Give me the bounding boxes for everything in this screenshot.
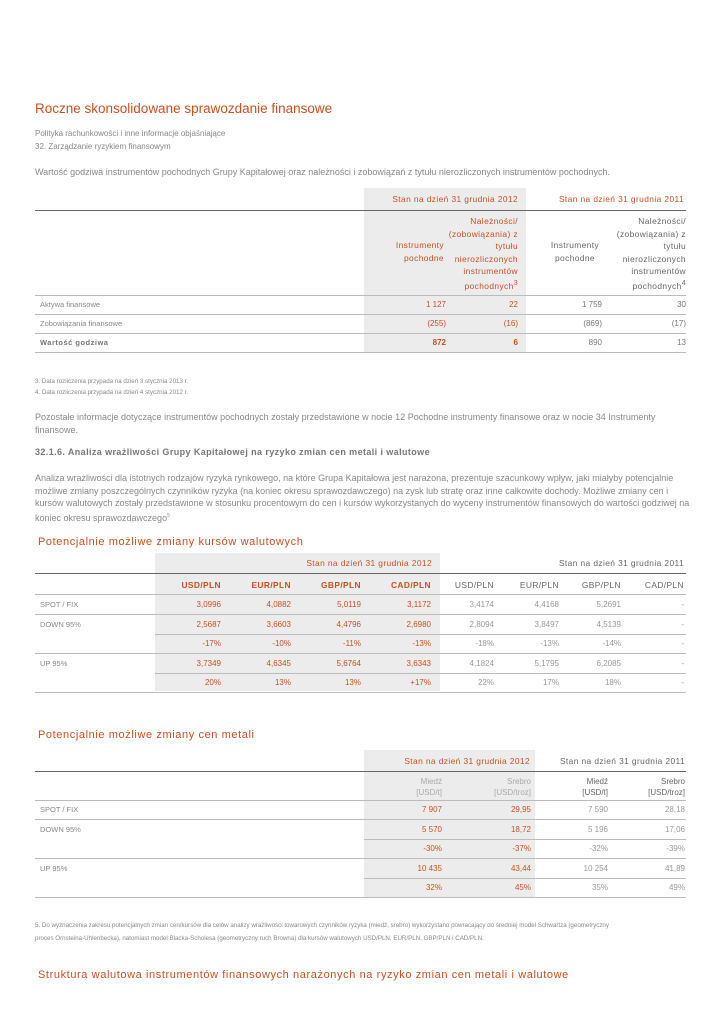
metals-cell: 41,89 — [664, 863, 685, 873]
fx-col-header: GBP/PLN — [581, 580, 621, 590]
rule — [155, 673, 686, 674]
fx-cell: - — [681, 600, 684, 609]
metal-name: Srebro — [660, 777, 685, 786]
cell: 872 — [432, 338, 446, 347]
header-rule — [35, 210, 686, 211]
fx-cell: 2,6980 — [406, 619, 431, 629]
col-instr-2011: Instrumenty pochodne — [550, 240, 600, 263]
fx-cell: 17% — [542, 678, 559, 687]
fx-cell: 2,5687 — [196, 619, 221, 629]
row-label-total: Wartość godziwa — [40, 338, 109, 347]
rule — [35, 897, 686, 898]
fx-cell: 4,4168 — [534, 600, 559, 609]
analysis-text — [35, 472, 690, 524]
col-rec-2011-text: Należności/ (zobowiązania) z tytułu nierozliczonych instrumentów pochodnych — [616, 216, 686, 291]
page-title: Roczne skonsolidowane sprawozdanie finansowe — [35, 101, 333, 116]
fx-cell: 4,1824 — [469, 658, 494, 668]
fx-cell: 4,0882 — [266, 600, 291, 609]
rule — [35, 352, 686, 353]
row-label: Zobowiązania finansowe — [40, 319, 123, 328]
fx-cell: -10% — [272, 639, 291, 648]
fx-cell: 3,8497 — [534, 619, 559, 629]
fx-cell: - — [681, 639, 684, 648]
cell: 13 — [677, 338, 686, 347]
rule — [35, 314, 686, 315]
fx-cell: +17% — [410, 678, 431, 687]
cell: 1 127 — [425, 300, 446, 309]
fx-cell: -14% — [602, 639, 621, 648]
fx-col-header: USD/PLN — [181, 580, 221, 590]
fx-col-header: CAD/PLN — [644, 580, 684, 590]
rule — [155, 634, 686, 635]
metals-row-label: DOWN 95% — [40, 824, 81, 834]
metals-period-2012: Stan na dzień 31 grudnia 2012 — [404, 756, 530, 766]
fx-cell: - — [681, 619, 684, 629]
fx-row-label: UP 95% — [40, 658, 68, 668]
metals-col-header — [364, 776, 442, 798]
footnote-4: 4. Data rozliczenia przypada na dzień 4 stycznia 2012 r. — [35, 389, 189, 396]
header-rule — [35, 771, 686, 772]
fx-col-header: CAD/PLN — [390, 580, 431, 590]
metals-cell: -39% — [666, 844, 685, 853]
metals-cell: 32% — [425, 883, 442, 892]
fx-cell: 4,5139 — [596, 619, 621, 629]
cell: 1 759 — [581, 300, 602, 309]
rule — [35, 858, 686, 859]
footnote-5-line-2: proces Ornsteina-Uhlenbecka), natomiast model Blacka-Scholesa (geometryczny ruch Browna) dla kursów walutowych USD/PLN, EUR/PLN, GBP/PLN i CAD/PLN. — [35, 935, 484, 942]
fx-cell: 5,6764 — [336, 658, 361, 668]
cell: (16) — [503, 319, 518, 328]
fx-cell: 5,1795 — [534, 658, 559, 668]
fx-cell: 13% — [274, 678, 291, 687]
sup-3: 3 — [513, 279, 518, 287]
fx-cell: -17% — [202, 639, 221, 648]
fx-cell: 13% — [344, 678, 361, 687]
metals-cell: 49% — [668, 883, 685, 892]
footnote-5-line-1: 5. Do wyznaczenia zakresu potencjalnych zmian cen/kursów dla celów analizy wrażliwości towarowych czynników ryzyka (miedź, srebro) wykorzystano powracający do średniej model Schwartza (geometryczny — [35, 922, 609, 929]
metals-cell: -37% — [512, 844, 531, 853]
rule — [364, 878, 686, 879]
cell: 30 — [677, 300, 686, 309]
rule — [35, 692, 686, 693]
breadcrumb-section: Polityka rachunkowości i inne informacje objaśniające — [35, 129, 226, 138]
metals-cell: 7 590 — [587, 805, 608, 814]
metals-col-header — [450, 776, 531, 798]
metal-unit: [USD/t] — [416, 788, 442, 797]
period-2011: Stan na dzień 31 grudnia 2011 — [558, 194, 684, 204]
fx-section-title: Potencjalnie możliwe zmiany kursów walutowych — [38, 536, 304, 548]
metals-cell: 7 907 — [421, 805, 442, 814]
metals-cell: -32% — [589, 844, 608, 853]
fx-cell: - — [681, 678, 684, 687]
metals-cell: 29,95 — [510, 805, 531, 814]
cell: 6 — [513, 338, 518, 347]
fx-cell: 3,0996 — [196, 600, 221, 609]
fx-cell: 4,4796 — [336, 619, 361, 629]
fx-cell: 3,7349 — [196, 658, 221, 668]
rule — [35, 295, 686, 296]
fx-period-2012: Stan na dzień 31 grudnia 2012 — [306, 558, 432, 568]
col-rec-2012-text: Należności/ (zobowiązania) z tytułu nierozliczonych instrumentów pochodnych — [448, 216, 518, 291]
cell: (17) — [671, 319, 686, 328]
fx-cell: 5,0119 — [337, 600, 361, 609]
subsection-heading: 32.1.6. Analiza wrażliwości Grupy Kapitałowej na ryzyko zmian cen metali i walutowe — [35, 447, 430, 457]
metals-period-2011: Stan na dzień 31 grudnia 2011 — [559, 756, 685, 766]
metals-cell: 43,44 — [510, 863, 531, 873]
col-rec-2011 — [608, 215, 686, 292]
fx-row-label: DOWN 95% — [40, 619, 81, 629]
cell: 22 — [509, 300, 518, 309]
fx-cell: 20% — [204, 678, 221, 687]
fx-cell: 3,1172 — [407, 600, 431, 609]
rule — [364, 839, 686, 840]
metal-name: Miedź — [586, 777, 608, 786]
rule — [35, 594, 686, 595]
metals-cell: 35% — [591, 883, 608, 892]
rule — [35, 653, 686, 654]
metals-col-header — [540, 776, 608, 798]
fx-col-header: GBP/PLN — [320, 580, 361, 590]
rule — [35, 614, 686, 615]
header-rule — [35, 573, 686, 574]
other-info-text: Pozostałe informacje dotyczące instrumentów pochodnych zostały przedstawione w nocie 12 Pochodne instrumenty finansowe oraz w nocie 34 Instrumenty finansowe. — [35, 412, 656, 435]
fx-cell: - — [681, 658, 684, 668]
row-label: Aktywa finansowe — [40, 300, 101, 309]
structure-section-title: Struktura walutowa instrumentów finansowych narażonych na ryzyko zmian cen metali i walutowe — [38, 969, 569, 981]
metal-name: Srebro — [506, 777, 531, 786]
metals-cell: 17,06 — [664, 824, 685, 834]
metals-cell: 18,72 — [510, 824, 531, 834]
sup-4: 4 — [681, 279, 686, 287]
metals-cell: 45% — [514, 883, 531, 892]
fx-cell: 22% — [477, 678, 494, 687]
fx-row-label: SPOT / FIX — [40, 600, 79, 609]
metal-unit: [USD/troz] — [648, 788, 685, 797]
footnote-3: 3. Data rozliczenia przypada na dzień 3 stycznia 2013 r. — [35, 378, 189, 385]
fx-col-header: EUR/PLN — [251, 580, 291, 590]
metals-cell: 5 196 — [587, 824, 608, 834]
metals-cell: -30% — [423, 844, 442, 853]
period-2012: Stan na dzień 31 grudnia 2012 — [392, 194, 518, 204]
col-rec-2012 — [446, 215, 518, 292]
fx-cell: 3,6603 — [266, 619, 291, 629]
sup-5: 5 — [167, 512, 170, 519]
fx-cell: 18% — [604, 678, 621, 687]
fx-col-header: EUR/PLN — [519, 580, 559, 590]
metals-cell: 28,18 — [664, 805, 685, 814]
col-instr-2012: Instrumenty pochodne — [395, 240, 444, 263]
metal-name: Miedź — [420, 777, 442, 786]
rule — [35, 819, 686, 820]
fx-cell: -11% — [342, 639, 361, 648]
cell: (869) — [583, 319, 602, 328]
metal-unit: [USD/t] — [582, 788, 608, 797]
fx-cell: 3,4174 — [469, 600, 494, 609]
metals-row-label: UP 95% — [40, 863, 68, 873]
shade-2012 — [364, 750, 535, 897]
rule — [35, 800, 686, 801]
fx-cell: 2,8094 — [469, 619, 494, 629]
metals-cell: 10 254 — [583, 863, 608, 873]
fx-period-2011: Stan na dzień 31 grudnia 2011 — [558, 558, 684, 568]
fx-cell: 6,2085 — [596, 658, 621, 668]
fx-col-header: USD/PLN — [454, 580, 494, 590]
metals-col-header — [610, 776, 685, 798]
metals-section-title: Potencjalnie możliwe zmiany cen metali — [38, 729, 255, 741]
fx-cell: -13% — [412, 639, 431, 648]
cell: 890 — [588, 338, 602, 347]
fx-cell: 4,6345 — [266, 658, 291, 668]
analysis-body: Analiza wrażliwości dla istotnych rodzajów ryzyka rynkowego, na które Grupa Kapitałowa jest narażona, prezentuje szacunkowy wpływ, jaki miałyby potencjalnie możliwe zmiany poszczególnych czynników ryzyka (na koniec okresu sprawozdawczego) na zysk lub stratę oraz inne całkowite dochody. Możliwe zmiany cen i kursów walutowych zostały przedstawione w stosunku procentowym do cen i kursów wykorzystanych do wyceny instrumentów finansowych do wartości godziwej na koniec okresu sprawozdawczego — [35, 473, 690, 523]
fx-cell: 3,6343 — [406, 658, 431, 668]
metals-cell: 5 570 — [421, 824, 442, 834]
intro-text: Wartość godziwa instrumentów pochodnych Grupy Kapitałowej oraz należności i zobowiązań z tytułu nierozliczonych instrumentów pochodnych. — [35, 167, 610, 177]
fx-cell: 5,2691 — [596, 600, 621, 609]
cell: (255) — [427, 319, 446, 328]
metals-row-label: SPOT / FIX — [40, 805, 79, 814]
breadcrumb-note: 32. Zarządzanie ryzykiem finansowym — [35, 142, 171, 151]
fx-cell: -13% — [540, 639, 559, 648]
metals-cell: 10 435 — [417, 863, 442, 873]
fx-cell: -18% — [475, 639, 494, 648]
rule — [35, 333, 686, 334]
metal-unit: [USD/troz] — [494, 788, 531, 797]
